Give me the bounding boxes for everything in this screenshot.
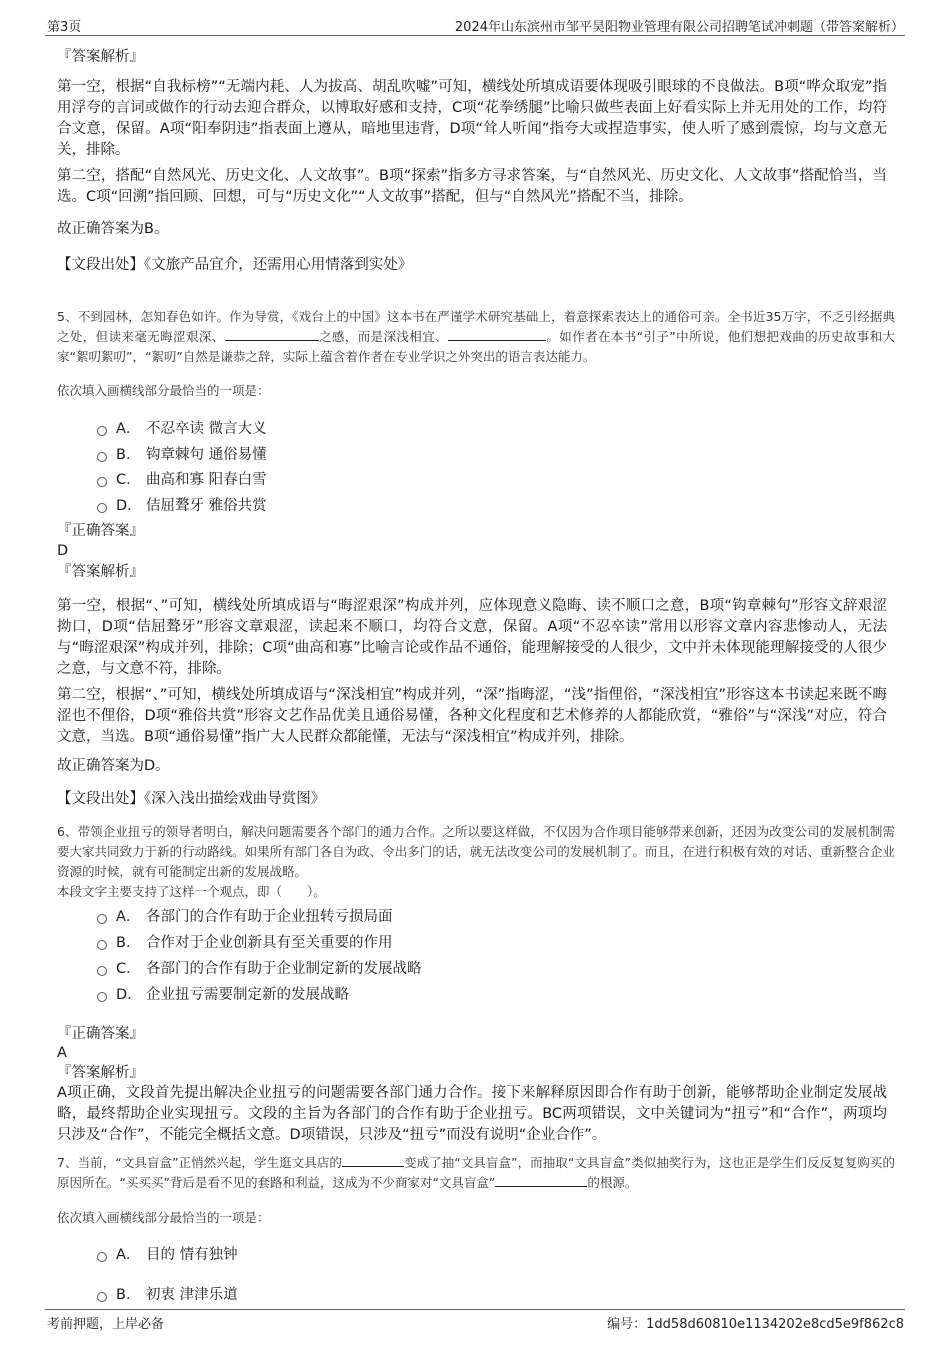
q5-option-c[interactable]: C． 曲高和寡 阳春白雪 bbox=[97, 468, 267, 489]
radio-icon[interactable] bbox=[97, 1292, 107, 1302]
radio-icon[interactable] bbox=[97, 940, 107, 950]
q4-analysis-p2: 第二空，搭配“自然风光、历史文化、人文故事”。B项“探索”指多方寻求答案，与“自然风光、历史文化、人文故事”搭配恰当，当选。C项“回溯”指回顾、回想，可与“历史文化”“人文故事”搭配，但与“自然风光”搭配不当，排除。 bbox=[57, 168, 887, 205]
q6-analysis-label: 『答案解析』 bbox=[57, 1065, 144, 1081]
q5-option-a[interactable]: A． 不忍卒读 微言大义 bbox=[97, 417, 267, 438]
q5-correct-answer: D bbox=[57, 543, 69, 559]
radio-icon[interactable] bbox=[97, 1252, 107, 1262]
radio-icon[interactable] bbox=[97, 452, 107, 462]
q4-analysis-label: 『答案解析』 bbox=[57, 49, 144, 65]
q7-stem: 7、当前，“文具盲盒”正悄然兴起，学生逛文具店的 变成了抽“文具盲盒”，而抽取“文具盲盒”类似抽奖行为，这也正是学生们反反复复购买的原因所在。“买买买”背后是看不见的套路和利益，这成为不少商家对“文具盲盒” 的根源。 bbox=[57, 1155, 895, 1190]
q5-source: 【文段出处】《深入浅出描绘戏曲导赏图》 bbox=[57, 791, 326, 807]
q4-source: 【文段出处】《文旅产品宜介，还需用心用情落到实处》 bbox=[57, 257, 413, 273]
q5-conclusion: 故正确答案为D。 bbox=[57, 758, 170, 774]
q5-analysis-p1: 第一空，根据“、”可知，横线处所填成语与“晦涩艰深”构成并列，应体现意义隐晦、读不顺口之意，B项“钩章棘句”形容文辞艰涩拗口，D项“佶屈聱牙”形容文章艰涩，读起来不顺口，均符合文意，保留。A项“不忍卒读”常用以形容文章内容悲惨动人，无法与“晦涩艰深”构成并列，排除；C项“曲高和寡”比喻言论或作品不通俗，能理解接受的人很少，文中并未体现能理解接受的人很少之意，与文意不符，排除。 bbox=[57, 598, 887, 677]
document-code: 编号：1dd58d60810e1134202e8cd5e9f862c8 bbox=[607, 1317, 904, 1332]
q5-analysis-label: 『答案解析』 bbox=[57, 564, 144, 580]
q6-option-b[interactable]: B． 合作对于企业创新具有至关重要的作用 bbox=[97, 931, 393, 952]
q7-option-a[interactable]: A． 目的 情有独钟 bbox=[97, 1243, 238, 1264]
footer-divider bbox=[45, 1309, 905, 1310]
q4-analysis-p1: 第一空，根据“自我标榜”“无端内耗、人为拔高、胡乱吹嘘”可知，横线处所填成语要体现吸引眼球的不良做法。B项“哗众取宠”指用浮夸的言词或做作的行动去迎合群众，以博取好感和支持，C项“花拳绣腿”比喻只做些表面上好看实际上并无用处的工作，均符合文意，保留。A项“阳奉阴违”指表面上遵从，暗地里违背，D项“耸人听闻”指夸大或捏造事实，使人听了感到震惊，均与文意无关，排除。 bbox=[57, 79, 887, 158]
q7-blank-1 bbox=[342, 1154, 404, 1167]
q5-correct-label: 『正确答案』 bbox=[57, 523, 144, 539]
q6-correct-label: 『正确答案』 bbox=[57, 1026, 144, 1042]
radio-icon[interactable] bbox=[97, 477, 107, 487]
radio-icon[interactable] bbox=[97, 966, 107, 976]
q5-analysis-p2: 第二空，根据“、”可知，横线处所填成语与“深浅相宜”构成并列，“深”指晦涩，“浅”指俚俗，“深浅相宜”形容这本书读起来既不晦涩也不俚俗，D项“雅俗共赏”形容文艺作品优美且通俗易懂，各种文化程度和艺术修养的人都能欣赏，“雅俗”与“深浅”对应，符合文意，当选。B项“通俗易懂”指广大人民群众都能懂，无法与“深浅相宜”构成并列，排除。 bbox=[57, 687, 887, 745]
q6-analysis: A项正确，文段首先提出解决企业扭亏的问题需要各部门通力合作。接下来解释原因即合作有助于创新，能够帮助企业制定发展战略，最终帮助企业实现扭亏。文段的主旨为各部门的合作有助于企业扭亏。BC两项错误，文中关键词为“扭亏”和“合作”，两项均只涉及“合作”，不能完全概括文意。D项错误，只涉及“扭亏”而没有说明“企业合作”。 bbox=[57, 1085, 887, 1143]
q5-stem: 5、不到园林，怎知春色如许。作为导赏，《戏台上的中国》这本书在严谨学术研究基础上，着意探索表达上的通俗可亲。全书近35万字，不乏引经据典之处，但读来毫无晦涩艰深、 之感，而是深浅相宜、 。如作者在本书“引子”中所说，他们想把戏曲的历史故事和大家“絮叨絮叨”，“絮叨”自然是谦恭之辞，实际上蕴含着作者在专业学识之外突出的语言表达能力。 bbox=[57, 309, 895, 364]
document-title: 2024年山东滨州市邹平昊阳物业管理有限公司招聘笔试冲刺题（带答案解析） bbox=[454, 20, 904, 35]
q6-option-c[interactable]: C． 各部门的合作有助于企业制定新的发展战略 bbox=[97, 957, 422, 978]
q5-blank-1 bbox=[225, 328, 319, 341]
radio-icon[interactable] bbox=[97, 503, 107, 513]
q4-conclusion: 故正确答案为B。 bbox=[57, 221, 169, 237]
q6-option-a[interactable]: A． 各部门的合作有助于企业扭转亏损局面 bbox=[97, 905, 393, 926]
q6-option-d[interactable]: D． 企业扭亏需要制定新的发展战略 bbox=[97, 983, 349, 1004]
radio-icon[interactable] bbox=[97, 914, 107, 924]
q7-prompt: 依次填入画横线部分最恰当的一项是： bbox=[57, 1210, 270, 1225]
radio-icon[interactable] bbox=[97, 992, 107, 1002]
q6-stem: 6、带领企业扭亏的领导者明白，解决问题需要各个部门的通力合作。之所以要这样做，不仅因为合作项目能够带来创新，还因为改变公司的发展机制需要大家共同致力于新的行动路线。如果所有部门各自为政、令出多门的话，就无法改变公司的发展机制了。而且，在进行积极有效的对话、重新整合企业资源的时候，就有可能制定出新的发展战略。 bbox=[57, 824, 895, 879]
q5-option-d[interactable]: D． 佶屈聱牙 雅俗共赏 bbox=[97, 494, 267, 515]
page-number: 第3页 bbox=[47, 20, 82, 35]
q5-blank-2 bbox=[448, 328, 546, 341]
footer-slogan: 考前押题，上岸必备 bbox=[47, 1317, 165, 1332]
header-divider bbox=[45, 35, 905, 36]
q5-option-b[interactable]: B． 钩章棘句 通俗易懂 bbox=[97, 443, 267, 464]
q6-correct-answer: A bbox=[57, 1045, 67, 1061]
q7-blank-2 bbox=[495, 1174, 587, 1187]
q5-prompt: 依次填入画横线部分最恰当的一项是： bbox=[57, 383, 270, 398]
radio-icon[interactable] bbox=[97, 426, 107, 436]
q7-option-b[interactable]: B． 初衷 津津乐道 bbox=[97, 1283, 238, 1304]
q6-prompt: 本段文字主要支持了这样一个观点，即（ ）。 bbox=[57, 884, 326, 899]
